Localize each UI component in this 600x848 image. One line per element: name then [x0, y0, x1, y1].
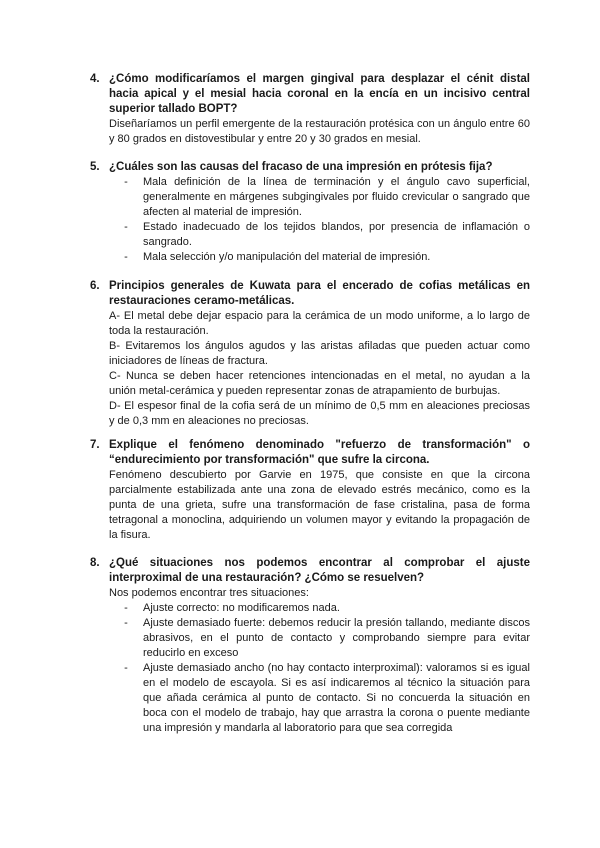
answer-body	[109, 586, 530, 736]
list-item	[109, 601, 530, 616]
list-item-text: Ajuste correcto: no modificaremos nada.	[143, 602, 340, 614]
question-5	[90, 160, 530, 265]
question-number: 8.	[90, 557, 100, 569]
list-item	[109, 250, 530, 265]
list-item	[109, 220, 530, 250]
question-8	[90, 556, 530, 736]
question-title: ¿Cuáles son las causas del fracaso de una impresión en prótesis fija?	[109, 161, 493, 173]
dash-bullet-icon: -	[124, 251, 128, 263]
list-item-text: Mala selección y/o manipulación del material de impresión.	[143, 251, 431, 263]
question-title: Principios generales de Kuwata para el encerado de cofias metálicas en restauraciones ceramo-metálicas.	[109, 280, 530, 307]
answer-list	[109, 601, 530, 736]
dash-bullet-icon: -	[124, 221, 128, 233]
question-heading	[90, 556, 530, 586]
question-heading	[90, 279, 530, 309]
answer-list	[109, 175, 530, 265]
answer-paragraph: B- Evitaremos los ángulos agudos y las aristas afiladas que pueden actuar como iniciadores de líneas de fractura.	[109, 340, 530, 367]
question-number: 5.	[90, 161, 100, 173]
answer-paragraph: Nos podemos encontrar tres situaciones:	[109, 587, 309, 599]
answer-body	[109, 309, 530, 429]
list-item-text: Mala definición de la línea de terminación y el ángulo cavo superficial, generalmente en márgenes subgingivales por fluido crevicular o sangrado que afecten al material de impresión.	[143, 176, 530, 218]
list-item-text: Ajuste demasiado ancho (no hay contacto interproximal): valoramos si es igual en el modelo de escayola. Si es así indicaremos al técnico la situación para que añada cerámica al punto de contacto. Si no concuerda la situación en boca con el modelo de trabajo, hay que arrastra la corona o puente mediante una impresión y mandarla al laboratorio para que sea corregida	[143, 662, 530, 734]
dash-bullet-icon: -	[124, 662, 128, 674]
answer-body	[109, 175, 530, 265]
question-title: ¿Cómo modificaríamos el margen gingival para desplazar el cénit distal hacia apical y el mesial hacia coronal en la encía en un incisivo central superior tallado BOPT?	[109, 73, 530, 115]
answer-body	[109, 468, 530, 543]
list-item-text: Ajuste demasiado fuerte: debemos reducir la presión tallando, mediante discos abrasivos, en el punto de contacto y comprobando siempre para evitar reducirlo en exceso	[143, 617, 530, 659]
answer-paragraph: D- El espesor final de la cofia será de un mínimo de 0,5 mm en aleaciones preciosas y de 0,3 mm en aleaciones no preciosas.	[109, 400, 530, 427]
answer-paragraph: C- Nunca se deben hacer retenciones intencionadas en el metal, no ayudan a la unión metal-cerámica y pueden representar zonas de atrapamiento de burbujas.	[109, 370, 530, 397]
question-6	[90, 279, 530, 429]
question-heading	[90, 438, 530, 468]
question-title: ¿Qué situaciones nos podemos encontrar al comprobar el ajuste interproximal de una restauración? ¿Cómo se resuelven?	[109, 557, 530, 584]
list-item	[109, 175, 530, 220]
question-number: 7.	[90, 439, 100, 451]
question-7	[90, 438, 530, 543]
answer-body	[109, 117, 530, 147]
question-4	[90, 72, 530, 147]
question-title: Explique el fenómeno denominado "refuerzo de transformación" o “endurecimiento por transformación" que sufre la circona.	[109, 439, 530, 466]
list-item	[109, 616, 530, 661]
dash-bullet-icon: -	[124, 176, 128, 188]
list-item	[109, 661, 530, 736]
question-number: 4.	[90, 73, 100, 85]
list-item-text: Estado inadecuado de los tejidos blandos, por presencia de inflamación o sangrado.	[143, 221, 530, 248]
dash-bullet-icon: -	[124, 617, 128, 629]
answer-paragraph: Fenómeno descubierto por Garvie en 1975, que consiste en que la circona parcialmente estabilizada ante una zona de elevado estrés mecánico, como es la punta de una grieta, sufre una transformación de fase cristalina, pasa de forma tetragonal a monoclina, adquiriendo un volumen mayor y evitando la propagación de la fisura.	[109, 469, 530, 541]
question-heading	[90, 72, 530, 117]
answer-paragraph: A- El metal debe dejar espacio para la cerámica de un modo uniforme, a lo largo de toda la restauración.	[109, 310, 530, 337]
dash-bullet-icon: -	[124, 602, 128, 614]
question-number: 6.	[90, 280, 100, 292]
answer-paragraph: Diseñaríamos un perfil emergente de la restauración protésica con un ángulo entre 60 y 80 grados en distovestibular y entre 20 y 30 grados en mesial.	[109, 118, 530, 145]
question-heading	[90, 160, 530, 175]
